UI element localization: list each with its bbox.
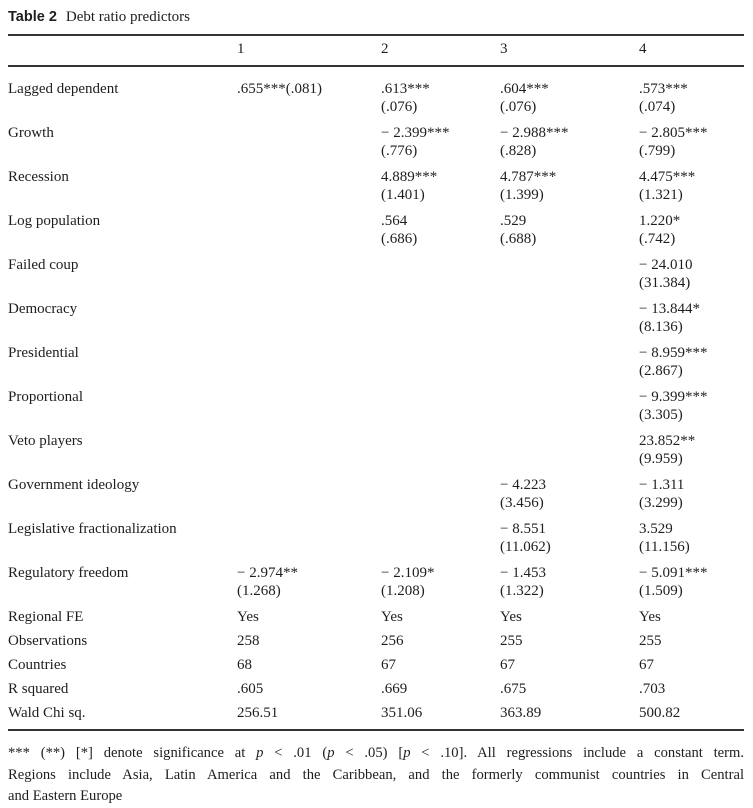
standard-error: (3.305) [639, 407, 683, 423]
cell [381, 212, 500, 256]
p-symbol: p [403, 745, 411, 761]
cell [500, 432, 639, 476]
standard-error: (.686) [381, 231, 418, 247]
standard-error: (9.959) [639, 451, 683, 467]
row-label: Growth [8, 125, 54, 141]
cell [639, 300, 744, 344]
coefficient-value: − 24.010 [639, 257, 693, 273]
stat-row [8, 680, 744, 704]
coefficient-value: .564 [381, 213, 408, 229]
cell [639, 66, 744, 124]
standard-error: (.776) [381, 143, 418, 159]
table-title: Debt ratio predictors [65, 9, 191, 25]
cell [639, 476, 744, 520]
coefficient-value: 23.852** [639, 433, 696, 449]
row-label: Countries [8, 657, 67, 673]
standard-error: (.828) [500, 143, 537, 159]
row-label: R squared [8, 681, 69, 697]
stat-value: Yes [500, 609, 522, 625]
coefficient-value: 1.220* [639, 213, 681, 229]
row-label: Failed coup [8, 257, 79, 273]
cell [237, 432, 381, 476]
cell [500, 168, 639, 212]
standard-error: (8.136) [639, 319, 683, 335]
row-label: Proportional [8, 389, 83, 405]
stat-value: 68 [237, 657, 252, 673]
coefficient-value: − 2.109* [381, 565, 435, 581]
cell [500, 344, 639, 388]
row-label: Presidential [8, 345, 79, 361]
cell [381, 344, 500, 388]
column-header-4: 4 [639, 35, 744, 66]
cell [639, 388, 744, 432]
table-footnote [8, 743, 744, 808]
standard-error: (2.867) [639, 363, 683, 379]
table-row [8, 168, 744, 212]
cell [237, 520, 381, 564]
standard-error: (3.456) [500, 495, 544, 511]
stat-value: 363.89 [500, 704, 639, 730]
standard-error: (1.401) [381, 187, 425, 203]
coefficient-value: − 2.399*** [381, 125, 450, 141]
stat-value: 256 [381, 633, 404, 649]
row-label: Lagged dependent [8, 81, 119, 97]
column-header-3: 3 [500, 35, 639, 66]
coefficient-value: − 2.805*** [639, 125, 708, 141]
coefficient-value: − 1.453 [500, 565, 546, 581]
stat-value: 351.06 [381, 704, 500, 730]
cell [639, 168, 744, 212]
stat-value: Yes [639, 609, 661, 625]
row-label: Wald Chi sq. [8, 704, 237, 730]
footnote-text: *** (**) [*] denote significance at [8, 745, 257, 761]
stat-value: 67 [381, 657, 396, 673]
header-spacer [8, 35, 237, 66]
coefficient-value: 3.529 [639, 521, 673, 537]
stat-value: .703 [639, 681, 666, 697]
table-row [8, 344, 744, 388]
footnote-text: < .01 ( [263, 745, 328, 761]
standard-error: (1.321) [639, 187, 683, 203]
standard-error: (.074) [639, 99, 676, 115]
cell [381, 300, 500, 344]
coefficient-value: 4.475*** [639, 169, 696, 185]
coefficient-value: 4.787*** [500, 169, 557, 185]
cell [500, 66, 639, 124]
footnote-text: < .10]. All regressions include a constant term. [410, 745, 745, 761]
stat-value: 255 [500, 633, 523, 649]
cell [639, 432, 744, 476]
stat-row [8, 608, 744, 632]
coefficient-value: − 8.959*** [639, 345, 708, 361]
coefficient-value: 4.889*** [381, 169, 438, 185]
footnote-text: < .05) [ [334, 745, 404, 761]
cell [639, 520, 744, 564]
cell [639, 564, 744, 608]
cell [639, 124, 744, 168]
row-label: Legislative fractionalization [8, 521, 177, 537]
stat-row [8, 704, 744, 730]
cell [500, 212, 639, 256]
table-row [8, 432, 744, 476]
cell [639, 344, 744, 388]
coefficient-value: − 2.988*** [500, 125, 569, 141]
cell [639, 212, 744, 256]
standard-error: (11.062) [500, 539, 551, 555]
table-row [8, 256, 744, 300]
cell [381, 66, 500, 124]
coefficient-value: .529 [500, 213, 527, 229]
cell [500, 520, 639, 564]
cell [237, 212, 381, 256]
row-label: Regional FE [8, 609, 84, 625]
coefficient-value: − 2.974** [237, 565, 298, 581]
standard-error: (1.399) [500, 187, 544, 203]
stat-value: Yes [381, 609, 403, 625]
standard-error: (.742) [639, 231, 676, 247]
coefficient-value: − 1.311 [639, 477, 685, 493]
cell [500, 564, 639, 608]
coefficient-value: − 9.399*** [639, 389, 708, 405]
coefficient-value: − 8.551 [500, 521, 546, 537]
cell [500, 256, 639, 300]
table-row [8, 388, 744, 432]
cell [381, 432, 500, 476]
coefficient-value: .613*** [381, 81, 430, 97]
cell [500, 388, 639, 432]
cell [237, 66, 381, 124]
row-label: Democracy [8, 301, 78, 317]
cell [639, 256, 744, 300]
footnote-line-2: Regions include Asia, Latin America and the Caribbean, and the formerly communist countries in Central [8, 766, 744, 783]
header-row [8, 35, 744, 66]
row-label: Log population [8, 213, 101, 229]
table-row [8, 124, 744, 168]
cell [500, 124, 639, 168]
column-header-1: 1 [237, 35, 381, 66]
stat-value: .675 [500, 681, 527, 697]
cell [237, 564, 381, 608]
footnote-line-1 [8, 743, 744, 765]
table-row [8, 520, 744, 564]
coefficient-value: .604*** [500, 81, 549, 97]
footnote-line-3: and Eastern Europe [8, 788, 123, 804]
cell [381, 476, 500, 520]
stat-value: 500.82 [639, 704, 744, 730]
cell [500, 476, 639, 520]
standard-error: (3.299) [639, 495, 683, 511]
cell [237, 256, 381, 300]
table-row [8, 66, 744, 124]
regression-table [8, 34, 744, 731]
p-symbol: p [256, 745, 264, 761]
row-label: Regulatory freedom [8, 565, 129, 581]
table-row [8, 564, 744, 608]
cell [237, 168, 381, 212]
stat-row [8, 632, 744, 656]
cell [381, 168, 500, 212]
standard-error: (1.268) [237, 583, 281, 599]
row-label: Recession [8, 169, 69, 185]
standard-error: (1.208) [381, 583, 425, 599]
table-row [8, 476, 744, 520]
row-label: Observations [8, 633, 88, 649]
coefficient-value: .655***(.081) [237, 81, 322, 97]
stat-value: .669 [381, 681, 408, 697]
table-row [8, 212, 744, 256]
standard-error: (1.322) [500, 583, 544, 599]
coefficient-value: − 4.223 [500, 477, 546, 493]
stat-value: .605 [237, 681, 264, 697]
row-label: Government ideology [8, 477, 140, 493]
table-number: Table 2 [8, 9, 57, 25]
table-row [8, 300, 744, 344]
cell [381, 520, 500, 564]
coefficient-value: .573*** [639, 81, 688, 97]
coefficient-value: − 5.091*** [639, 565, 708, 581]
cell [237, 388, 381, 432]
column-header-2: 2 [381, 35, 500, 66]
p-symbol: p [327, 745, 335, 761]
stat-value: 256.51 [237, 704, 381, 730]
stat-value: 258 [237, 633, 260, 649]
cell [381, 124, 500, 168]
row-label: Veto players [8, 433, 83, 449]
standard-error: (11.156) [639, 539, 690, 555]
cell [381, 256, 500, 300]
cell [237, 344, 381, 388]
standard-error: (.076) [500, 99, 537, 115]
coefficient-value: − 13.844* [639, 301, 700, 317]
standard-error: (.076) [381, 99, 418, 115]
cell [237, 476, 381, 520]
table-caption [8, 8, 744, 26]
standard-error: (.799) [639, 143, 676, 159]
cell [237, 124, 381, 168]
cell [500, 300, 639, 344]
standard-error: (1.509) [639, 583, 683, 599]
standard-error: (31.384) [639, 275, 691, 291]
stat-value: Yes [237, 609, 259, 625]
cell [381, 564, 500, 608]
stat-value: 67 [639, 657, 654, 673]
stat-row [8, 656, 744, 680]
standard-error: (.688) [500, 231, 537, 247]
cell [381, 388, 500, 432]
stat-value: 67 [500, 657, 515, 673]
cell [237, 300, 381, 344]
stat-value: 255 [639, 633, 662, 649]
